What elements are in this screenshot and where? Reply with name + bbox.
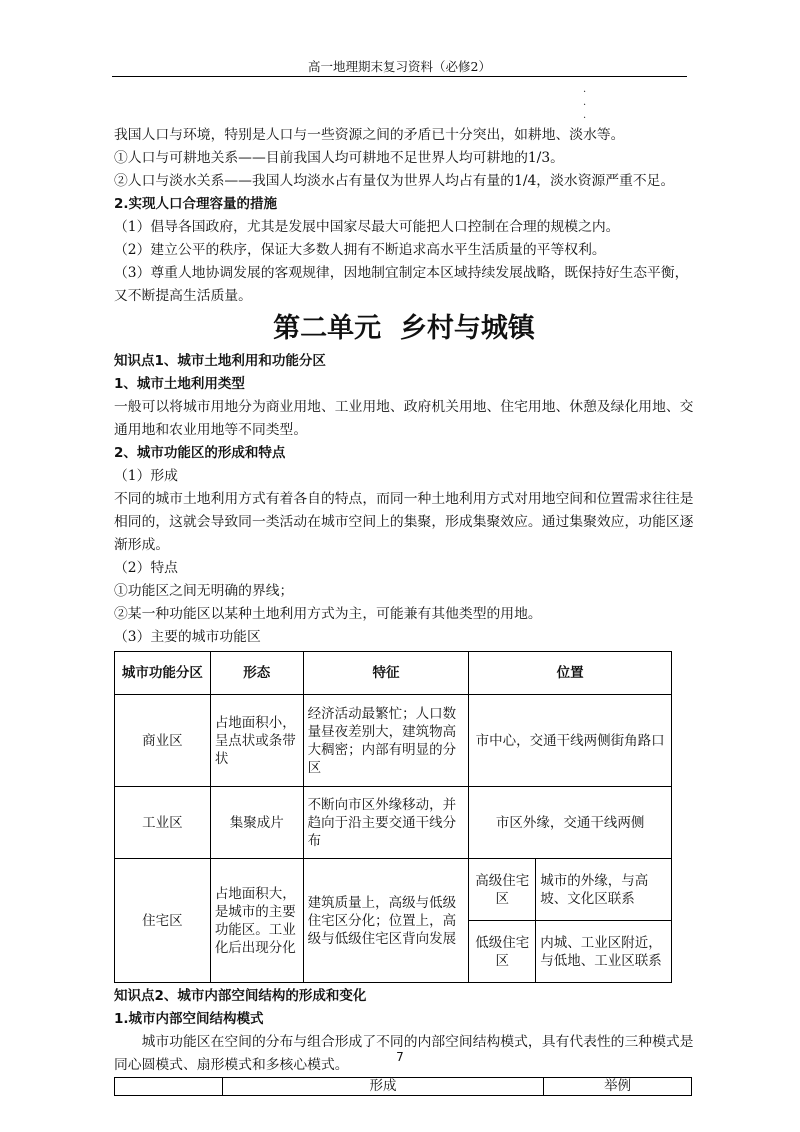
page-header: 高一地理期末复习资料（必修2） [112, 58, 687, 77]
table-cell: 内城、工业区附近，与低地、工业区联系 [536, 921, 672, 983]
section-heading: 1、城市土地利用类型 [114, 376, 245, 392]
table-cell: 城市的外缘，与高坡、文化区联系 [536, 859, 672, 921]
list-item: ②某一种功能区以某种土地利用方式为主，可能兼有其他类型的用地。 [114, 606, 542, 622]
sub-heading: （3）主要的城市功能区 [114, 629, 261, 645]
table-row [115, 695, 672, 787]
list-item: （2）建立公平的秩序，保证大多数人拥有不断追求高水平生活质量的平等权利。 [114, 242, 606, 258]
margin-dot: · [583, 100, 587, 111]
table-cell: 低级住宅区 [469, 921, 536, 983]
table-cell: 工业区 [115, 787, 211, 859]
table-cell: 市中心，交通干线两侧街角路口 [469, 695, 672, 787]
list-item: ①功能区之间无明确的界线； [114, 583, 294, 599]
table-cell: 经济活动最繁忙；人口数量昼夜差别大，建筑物高大稠密；内部有明显的分区 [303, 695, 469, 787]
header-cell: 形成 [222, 1078, 543, 1096]
table-cell: 商业区 [115, 695, 211, 787]
section-heading: 2.实现人口合理容量的措施 [114, 196, 278, 212]
header-cell: 特征 [303, 652, 469, 695]
table-cell: 占地面积大，是城市的主要功能区。工业化后出现分化 [210, 859, 303, 983]
paragraph: 城市功能区在空间的分布与组合形成了不同的内部空间结构模式，具有代表性的三种模式是同心圆模式、扇形模式和多核心模式。 [114, 1034, 694, 1073]
header-cell [115, 1078, 223, 1096]
table-header-row [115, 1078, 692, 1096]
header-cell: 城市功能分区 [115, 652, 211, 695]
structure-model-table [114, 1077, 692, 1096]
header-cell: 形态 [210, 652, 303, 695]
list-item: （1）倡导各国政府，尤其是发展中国家尽最大可能把人口控制在合理的规模之内。 [114, 219, 620, 235]
table-cell: 市区外缘，交通干线两侧 [469, 787, 672, 859]
unit-title: 第二单元 乡村与城镇 [273, 313, 535, 344]
sub-heading: （2）特点 [114, 560, 178, 576]
sub-heading: （1）形成 [114, 468, 178, 484]
paragraph: ①人口与可耕地关系——目前我国人均可耕地不足世界人均可耕地的1/3。 [114, 150, 564, 166]
knowledge-point-heading: 知识点1、城市土地利用和功能分区 [114, 353, 326, 369]
section-heading: 1.城市内部空间结构模式 [114, 1011, 264, 1027]
margin-dot: · [583, 87, 587, 98]
page-content [114, 124, 694, 1096]
table-cell: 建筑质量上，高级与低级住宅区分化；位置上，高级与低级住宅区背向发展 [303, 859, 469, 983]
table-row [115, 787, 672, 859]
table-header-row [115, 652, 672, 695]
table-cell: 住宅区 [115, 859, 211, 983]
table-cell: 高级住宅区 [469, 859, 536, 921]
table-cell: 占地面积小，呈点状或条带状 [210, 695, 303, 787]
table-cell: 不断向市区外缘移动，并趋向于沿主要交通干线分布 [303, 787, 469, 859]
function-zone-table [114, 651, 672, 983]
list-item: （3）尊重人地协调发展的客观规律，因地制宜制定本区域持续发展战略，既保持好生态平衡，又不断提高生活质量。 [114, 265, 689, 304]
paragraph: 不同的城市土地利用方式有着各自的特点，而同一种土地利用方式对用地空间和位置需求往往是相同的，这就会导致同一类活动在城市空间上的集聚，形成集聚效应。通过集聚效应，功能区逐渐形成。 [114, 491, 694, 553]
margin-dots [583, 86, 586, 125]
knowledge-point-heading: 知识点2、城市内部空间结构的形成和变化 [114, 988, 367, 1004]
paragraph: ②人口与淡水关系——我国人均淡水占有量仅为世界人均占有量的1/4，淡水资源严重不足。 [114, 173, 675, 189]
header-cell: 举例 [544, 1078, 692, 1096]
table-cell: 集聚成片 [210, 787, 303, 859]
table-row [115, 859, 672, 921]
paragraph: 一般可以将城市用地分为商业用地、工业用地、政府机关用地、住宅用地、休憩及绿化用地、交通用地和农业用地等不同类型。 [114, 399, 694, 438]
margin-dot: · [583, 113, 587, 124]
header-cell: 位置 [469, 652, 672, 695]
paragraph: 我国人口与环境，特别是人口与一些资源之间的矛盾已十分突出，如耕地、淡水等。 [114, 127, 625, 143]
section-heading: 2、城市功能区的形成和特点 [114, 445, 286, 461]
page-number: 7 [396, 1050, 404, 1064]
